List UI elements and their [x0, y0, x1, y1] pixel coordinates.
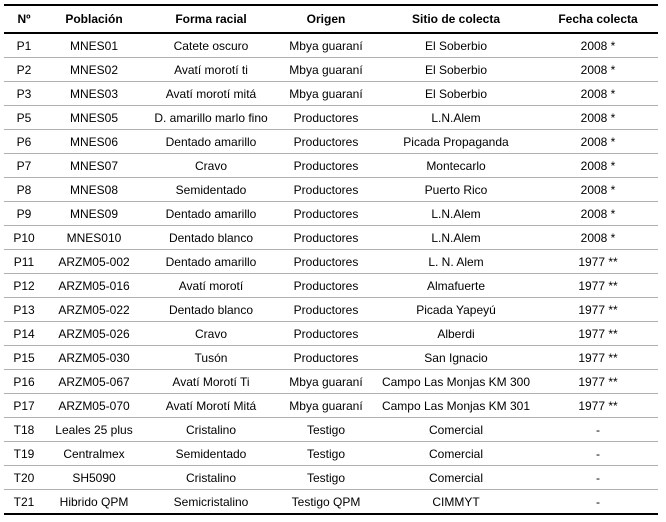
- cell-collection-site: El Soberbio: [374, 82, 538, 106]
- cell-collection-date: 1977 **: [538, 322, 658, 346]
- cell-number: P5: [4, 106, 44, 130]
- cell-collection-date: 2008 *: [538, 33, 658, 58]
- cell-racial-form: Catete oscuro: [144, 33, 278, 58]
- cell-origin: Productores: [278, 154, 374, 178]
- cell-number: P10: [4, 226, 44, 250]
- cell-number: P14: [4, 322, 44, 346]
- table-row: [4, 394, 658, 418]
- cell-number: P3: [4, 82, 44, 106]
- cell-population: ARZM05-026: [44, 322, 144, 346]
- cell-origin: Testigo: [278, 442, 374, 466]
- header-collection-date: Fecha colecta: [538, 5, 658, 33]
- cell-collection-date: 2008 *: [538, 130, 658, 154]
- cell-origin: Mbya guaraní: [278, 82, 374, 106]
- cell-collection-site: Campo Las Monjas KM 301: [374, 394, 538, 418]
- cell-number: T18: [4, 418, 44, 442]
- cell-racial-form: Dentado blanco: [144, 226, 278, 250]
- cell-origin: Mbya guaraní: [278, 33, 374, 58]
- cell-population: MNES010: [44, 226, 144, 250]
- cell-origin: Productores: [278, 178, 374, 202]
- cell-origin: Productores: [278, 106, 374, 130]
- cell-collection-date: -: [538, 418, 658, 442]
- cell-number: P15: [4, 346, 44, 370]
- cell-population: MNES02: [44, 58, 144, 82]
- cell-population: MNES07: [44, 154, 144, 178]
- cell-number: P17: [4, 394, 44, 418]
- cell-racial-form: Dentado amarillo: [144, 250, 278, 274]
- cell-racial-form: Cravo: [144, 154, 278, 178]
- cell-racial-form: Avatí morotí ti: [144, 58, 278, 82]
- cell-number: P9: [4, 202, 44, 226]
- cell-racial-form: Dentado amarillo: [144, 202, 278, 226]
- table-row: [4, 274, 658, 298]
- cell-collection-date: 2008 *: [538, 178, 658, 202]
- table-row: [4, 178, 658, 202]
- table-body: [4, 33, 658, 514]
- table-row: [4, 250, 658, 274]
- cell-collection-date: 2008 *: [538, 106, 658, 130]
- cell-collection-date: 2008 *: [538, 82, 658, 106]
- table-row: [4, 106, 658, 130]
- cell-origin: Productores: [278, 346, 374, 370]
- cell-origin: Testigo: [278, 466, 374, 490]
- cell-collection-date: 2008 *: [538, 202, 658, 226]
- table-row: [4, 466, 658, 490]
- cell-population: ARZM05-030: [44, 346, 144, 370]
- cell-population: MNES03: [44, 82, 144, 106]
- cell-racial-form: D. amarillo marlo fino: [144, 106, 278, 130]
- cell-collection-date: 1977 **: [538, 346, 658, 370]
- header-origin: Origen: [278, 5, 374, 33]
- cell-population: MNES09: [44, 202, 144, 226]
- cell-population: Leales 25 plus: [44, 418, 144, 442]
- cell-racial-form: Tusón: [144, 346, 278, 370]
- cell-number: P13: [4, 298, 44, 322]
- cell-origin: Mbya guaraní: [278, 394, 374, 418]
- cell-population: ARZM05-022: [44, 298, 144, 322]
- cell-collection-site: Alberdi: [374, 322, 538, 346]
- cell-population: MNES06: [44, 130, 144, 154]
- cell-population: ARZM05-067: [44, 370, 144, 394]
- cell-collection-date: 1977 **: [538, 298, 658, 322]
- cell-population: Centralmex: [44, 442, 144, 466]
- cell-collection-site: Comercial: [374, 442, 538, 466]
- cell-racial-form: Avatí Morotí Mitá: [144, 394, 278, 418]
- cell-population: MNES01: [44, 33, 144, 58]
- cell-collection-site: El Soberbio: [374, 33, 538, 58]
- cell-collection-site: Comercial: [374, 418, 538, 442]
- cell-racial-form: Avatí Morotí Ti: [144, 370, 278, 394]
- cell-collection-site: L.N.Alem: [374, 106, 538, 130]
- cell-collection-site: CIMMYT: [374, 490, 538, 515]
- cell-collection-site: L.N.Alem: [374, 226, 538, 250]
- header-number: Nº: [4, 5, 44, 33]
- cell-collection-date: -: [538, 466, 658, 490]
- table-row: [4, 58, 658, 82]
- cell-collection-date: -: [538, 442, 658, 466]
- cell-collection-site: Picada Yapeyú: [374, 298, 538, 322]
- cell-collection-date: 1977 **: [538, 394, 658, 418]
- cell-racial-form: Dentado amarillo: [144, 130, 278, 154]
- cell-origin: Productores: [278, 274, 374, 298]
- cell-collection-site: Picada Propaganda: [374, 130, 538, 154]
- cell-racial-form: Cravo: [144, 322, 278, 346]
- table-row: [4, 490, 658, 515]
- cell-number: P2: [4, 58, 44, 82]
- table-row: [4, 130, 658, 154]
- table-row: [4, 442, 658, 466]
- cell-collection-date: 2008 *: [538, 58, 658, 82]
- cell-collection-site: L. N. Alem: [374, 250, 538, 274]
- cell-origin: Productores: [278, 250, 374, 274]
- cell-racial-form: Cristalino: [144, 418, 278, 442]
- cell-origin: Productores: [278, 202, 374, 226]
- table-header: [4, 5, 658, 33]
- cell-collection-date: 2008 *: [538, 154, 658, 178]
- cell-number: T19: [4, 442, 44, 466]
- cell-population: ARZM05-070: [44, 394, 144, 418]
- table-row: [4, 322, 658, 346]
- cell-origin: Mbya guaraní: [278, 58, 374, 82]
- cell-collection-date: 1977 **: [538, 250, 658, 274]
- cell-collection-date: 1977 **: [538, 370, 658, 394]
- cell-number: P12: [4, 274, 44, 298]
- cell-number: T20: [4, 466, 44, 490]
- table-row: [4, 202, 658, 226]
- header-population: Población: [44, 5, 144, 33]
- cell-population: ARZM05-002: [44, 250, 144, 274]
- cell-origin: Productores: [278, 226, 374, 250]
- cell-origin: Testigo QPM: [278, 490, 374, 515]
- cell-collection-date: 1977 **: [538, 274, 658, 298]
- table-row: [4, 298, 658, 322]
- table-row: [4, 346, 658, 370]
- cell-number: P11: [4, 250, 44, 274]
- cell-collection-site: El Soberbio: [374, 58, 538, 82]
- cell-collection-site: Comercial: [374, 466, 538, 490]
- cell-origin: Productores: [278, 322, 374, 346]
- cell-number: P8: [4, 178, 44, 202]
- cell-origin: Productores: [278, 298, 374, 322]
- cell-number: P6: [4, 130, 44, 154]
- cell-origin: Productores: [278, 130, 374, 154]
- cell-collection-site: L.N.Alem: [374, 202, 538, 226]
- cell-racial-form: Semidentado: [144, 442, 278, 466]
- cell-racial-form: Dentado blanco: [144, 298, 278, 322]
- table-row: [4, 418, 658, 442]
- table-row: [4, 226, 658, 250]
- cell-racial-form: Semidentado: [144, 178, 278, 202]
- cell-population: MNES08: [44, 178, 144, 202]
- cell-number: P16: [4, 370, 44, 394]
- cell-racial-form: Semicristalino: [144, 490, 278, 515]
- cell-collection-site: Almafuerte: [374, 274, 538, 298]
- cell-racial-form: Cristalino: [144, 466, 278, 490]
- cell-population: Hibrido QPM: [44, 490, 144, 515]
- cell-collection-date: 2008 *: [538, 226, 658, 250]
- header-row: [4, 5, 658, 33]
- cell-number: T21: [4, 490, 44, 515]
- table-row: [4, 82, 658, 106]
- cell-collection-site: Puerto Rico: [374, 178, 538, 202]
- table-row: [4, 154, 658, 178]
- table-row: [4, 33, 658, 58]
- header-collection-site: Sitio de colecta: [374, 5, 538, 33]
- table-row: [4, 370, 658, 394]
- cell-racial-form: Avatí morotí mitá: [144, 82, 278, 106]
- cell-origin: Testigo: [278, 418, 374, 442]
- collection-table: [4, 4, 658, 515]
- cell-number: P1: [4, 33, 44, 58]
- cell-collection-date: -: [538, 490, 658, 515]
- cell-collection-site: Campo Las Monjas KM 300: [374, 370, 538, 394]
- cell-collection-site: Montecarlo: [374, 154, 538, 178]
- header-racial-form: Forma racial: [144, 5, 278, 33]
- cell-population: SH5090: [44, 466, 144, 490]
- cell-collection-site: San Ignacio: [374, 346, 538, 370]
- cell-number: P7: [4, 154, 44, 178]
- cell-racial-form: Avatí morotí: [144, 274, 278, 298]
- cell-origin: Mbya guaraní: [278, 370, 374, 394]
- cell-population: MNES05: [44, 106, 144, 130]
- cell-population: ARZM05-016: [44, 274, 144, 298]
